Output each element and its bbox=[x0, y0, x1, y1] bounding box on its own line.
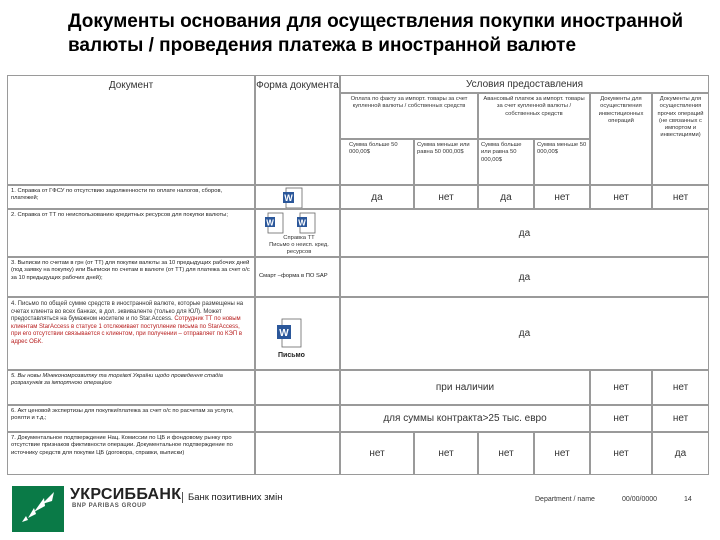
row-3-merged-value: да bbox=[340, 257, 709, 297]
word-document-icon bbox=[276, 318, 302, 348]
row-7-val-4: нет bbox=[534, 432, 590, 475]
footer-date: 00/00/0000 bbox=[622, 496, 658, 503]
row-2-icon-caption: Справка ТТ Письмо о неисп. кред. ресурсов bbox=[269, 235, 329, 255]
amount-under-50k-short: Сумма меньше 50 000,00$ bbox=[534, 139, 590, 185]
row-5-form bbox=[255, 370, 340, 405]
subheader-investment: Документы для осуществления инвестиционных операций bbox=[590, 93, 652, 185]
svg-text:W: W bbox=[298, 218, 306, 228]
documents-table bbox=[7, 75, 709, 475]
row-1-val-5: нет bbox=[590, 185, 652, 209]
row-7-val-3: нет bbox=[478, 432, 534, 475]
row-5-merged-value: при наличии bbox=[340, 370, 590, 405]
page-title-line2: валюты / проведения платежа в иностранной валюте bbox=[68, 35, 577, 56]
header-form: Форма документа bbox=[255, 75, 340, 185]
row-5-val-5: нет bbox=[590, 370, 652, 405]
page-title bbox=[68, 10, 708, 58]
row-4-merged-value: да bbox=[340, 297, 709, 370]
row-6-val-5: нет bbox=[590, 405, 652, 432]
row-6-val-6: нет bbox=[652, 405, 709, 432]
row-1-val-3: да bbox=[478, 185, 534, 209]
row-5-label: 5. Вы новы Мінекономрозвитку та торгівлі України щодо проведення стадіа розрахунків за імпортною операцією bbox=[7, 370, 255, 405]
row-1-val-6: нет bbox=[652, 185, 709, 209]
row-4-icon-caption: Письмо bbox=[278, 352, 305, 359]
row-4-label: 4. Письмо по общей сумме средств в иностранной валюте, которые размещены на счетах клиента во всех банках, в дол. эквиваленте (только для ЮЛ). Может предоставляться на бумажном носителе и по Star.Access. Сотрудник ТТ по новым клиентам StarAccess в статусе 1 отслеживает поступление письма по StarAccess, при его отсутствии связывается с клиентом, при получении – отправляет по КЭП в адрес ОБК. bbox=[7, 297, 255, 370]
row-1-form bbox=[255, 185, 340, 209]
row-4-form bbox=[255, 297, 340, 370]
row-7-label: 7. Документальное подтверждение Нац. Комиссии по ЦБ и фондовому рынку про отсутствие признаков фиктивности операции. Документальное подтверждение по источнику средств для покупки ЦБ (договора, справки, выписки) bbox=[7, 432, 255, 475]
row-1-label: 1. Справка от ГФСУ по отсутствию задолженности по оплате налогов, сборов, платежей; bbox=[7, 185, 255, 209]
amount-over-50k: Сумма больше 50 000,00$ bbox=[340, 139, 414, 185]
svg-text:W: W bbox=[266, 218, 274, 228]
row-2-form bbox=[255, 209, 340, 257]
bank-name: УКРСИББАНК bbox=[70, 486, 182, 503]
bank-group: BNP PARIBAS GROUP bbox=[72, 503, 147, 509]
subheader-payment-imported: Оплата по факту за импорт. товары за счет купленной валюты / собственных средств bbox=[340, 93, 478, 139]
row-1-val-4: нет bbox=[534, 185, 590, 209]
svg-text:W: W bbox=[279, 328, 289, 339]
bank-logo-icon bbox=[12, 486, 64, 532]
page-title-line1: Документы основания для осуществления покупки иностранной bbox=[68, 11, 684, 32]
row-3-form: Смарт –форма в ПО SAP bbox=[255, 257, 340, 297]
row-7-val-1: нет bbox=[340, 432, 414, 475]
row-7-val-2: нет bbox=[414, 432, 478, 475]
row-5-val-6: нет bbox=[652, 370, 709, 405]
bank-slogan: Банк позитивних змін bbox=[182, 492, 282, 503]
row-2-label: 2. Справка от ТТ по неиспользованию кредитных ресурсов для покупки валюты; bbox=[7, 209, 255, 257]
header-document: Документ bbox=[7, 75, 255, 185]
row-3-label: 3. Выписки по счетам в грн (от ТТ) для покупки валюты за 10 предыдущих рабочих дней (под заявку на покупку) или Выписки по счетам в валюте (от ТТ) для платежа за счет о/с за 10 предыдущих рабочих дней); bbox=[7, 257, 255, 297]
row-2-merged-value: да bbox=[340, 209, 709, 257]
row-7-val-5: нет bbox=[590, 432, 652, 475]
word-document-icon bbox=[282, 187, 304, 209]
row-6-form bbox=[255, 405, 340, 432]
subheader-non-import: Документы для осуществления прочих операций (не связанных с импортом и инвестициями) bbox=[652, 93, 709, 185]
row-7-val-6: да bbox=[652, 432, 709, 475]
row-6-merged-value: для суммы контракта>25 тыс. евро bbox=[340, 405, 590, 432]
footer-department: Department / name bbox=[535, 496, 595, 503]
row-1-val-1: да bbox=[340, 185, 414, 209]
svg-text:W: W bbox=[284, 193, 293, 203]
row-1-val-2: нет bbox=[414, 185, 478, 209]
header-conditions: Условия предоставления bbox=[340, 75, 709, 93]
page-number: 14 bbox=[684, 496, 692, 503]
row-7-form bbox=[255, 432, 340, 475]
amount-over-equal-50k: Сумма больше или равна 50 000,00$ bbox=[478, 139, 534, 185]
row-6-label: 6. Акт ценовой экспертизы для покупки/платежа за счет о/с по расчетам за услуги, роялти и т.д.; bbox=[7, 405, 255, 432]
amount-under-50k: Сумма меньше или равна 50 000,00$ bbox=[414, 139, 478, 185]
word-document-icon bbox=[264, 212, 284, 234]
word-document-icon bbox=[296, 212, 316, 234]
subheader-advance-payment: Авансовый платеж за импорт. товары за счет купленной валюты / собственных средств bbox=[478, 93, 590, 139]
row-4-label-red: Сотрудник ТТ по новым клиентам StarAccess в статусе 1 отслеживает поступление письма по StarAccess, при его отсутствии связывается с клиентом, при получении – отправляет по КЭП в адрес ОБК. bbox=[11, 316, 243, 345]
